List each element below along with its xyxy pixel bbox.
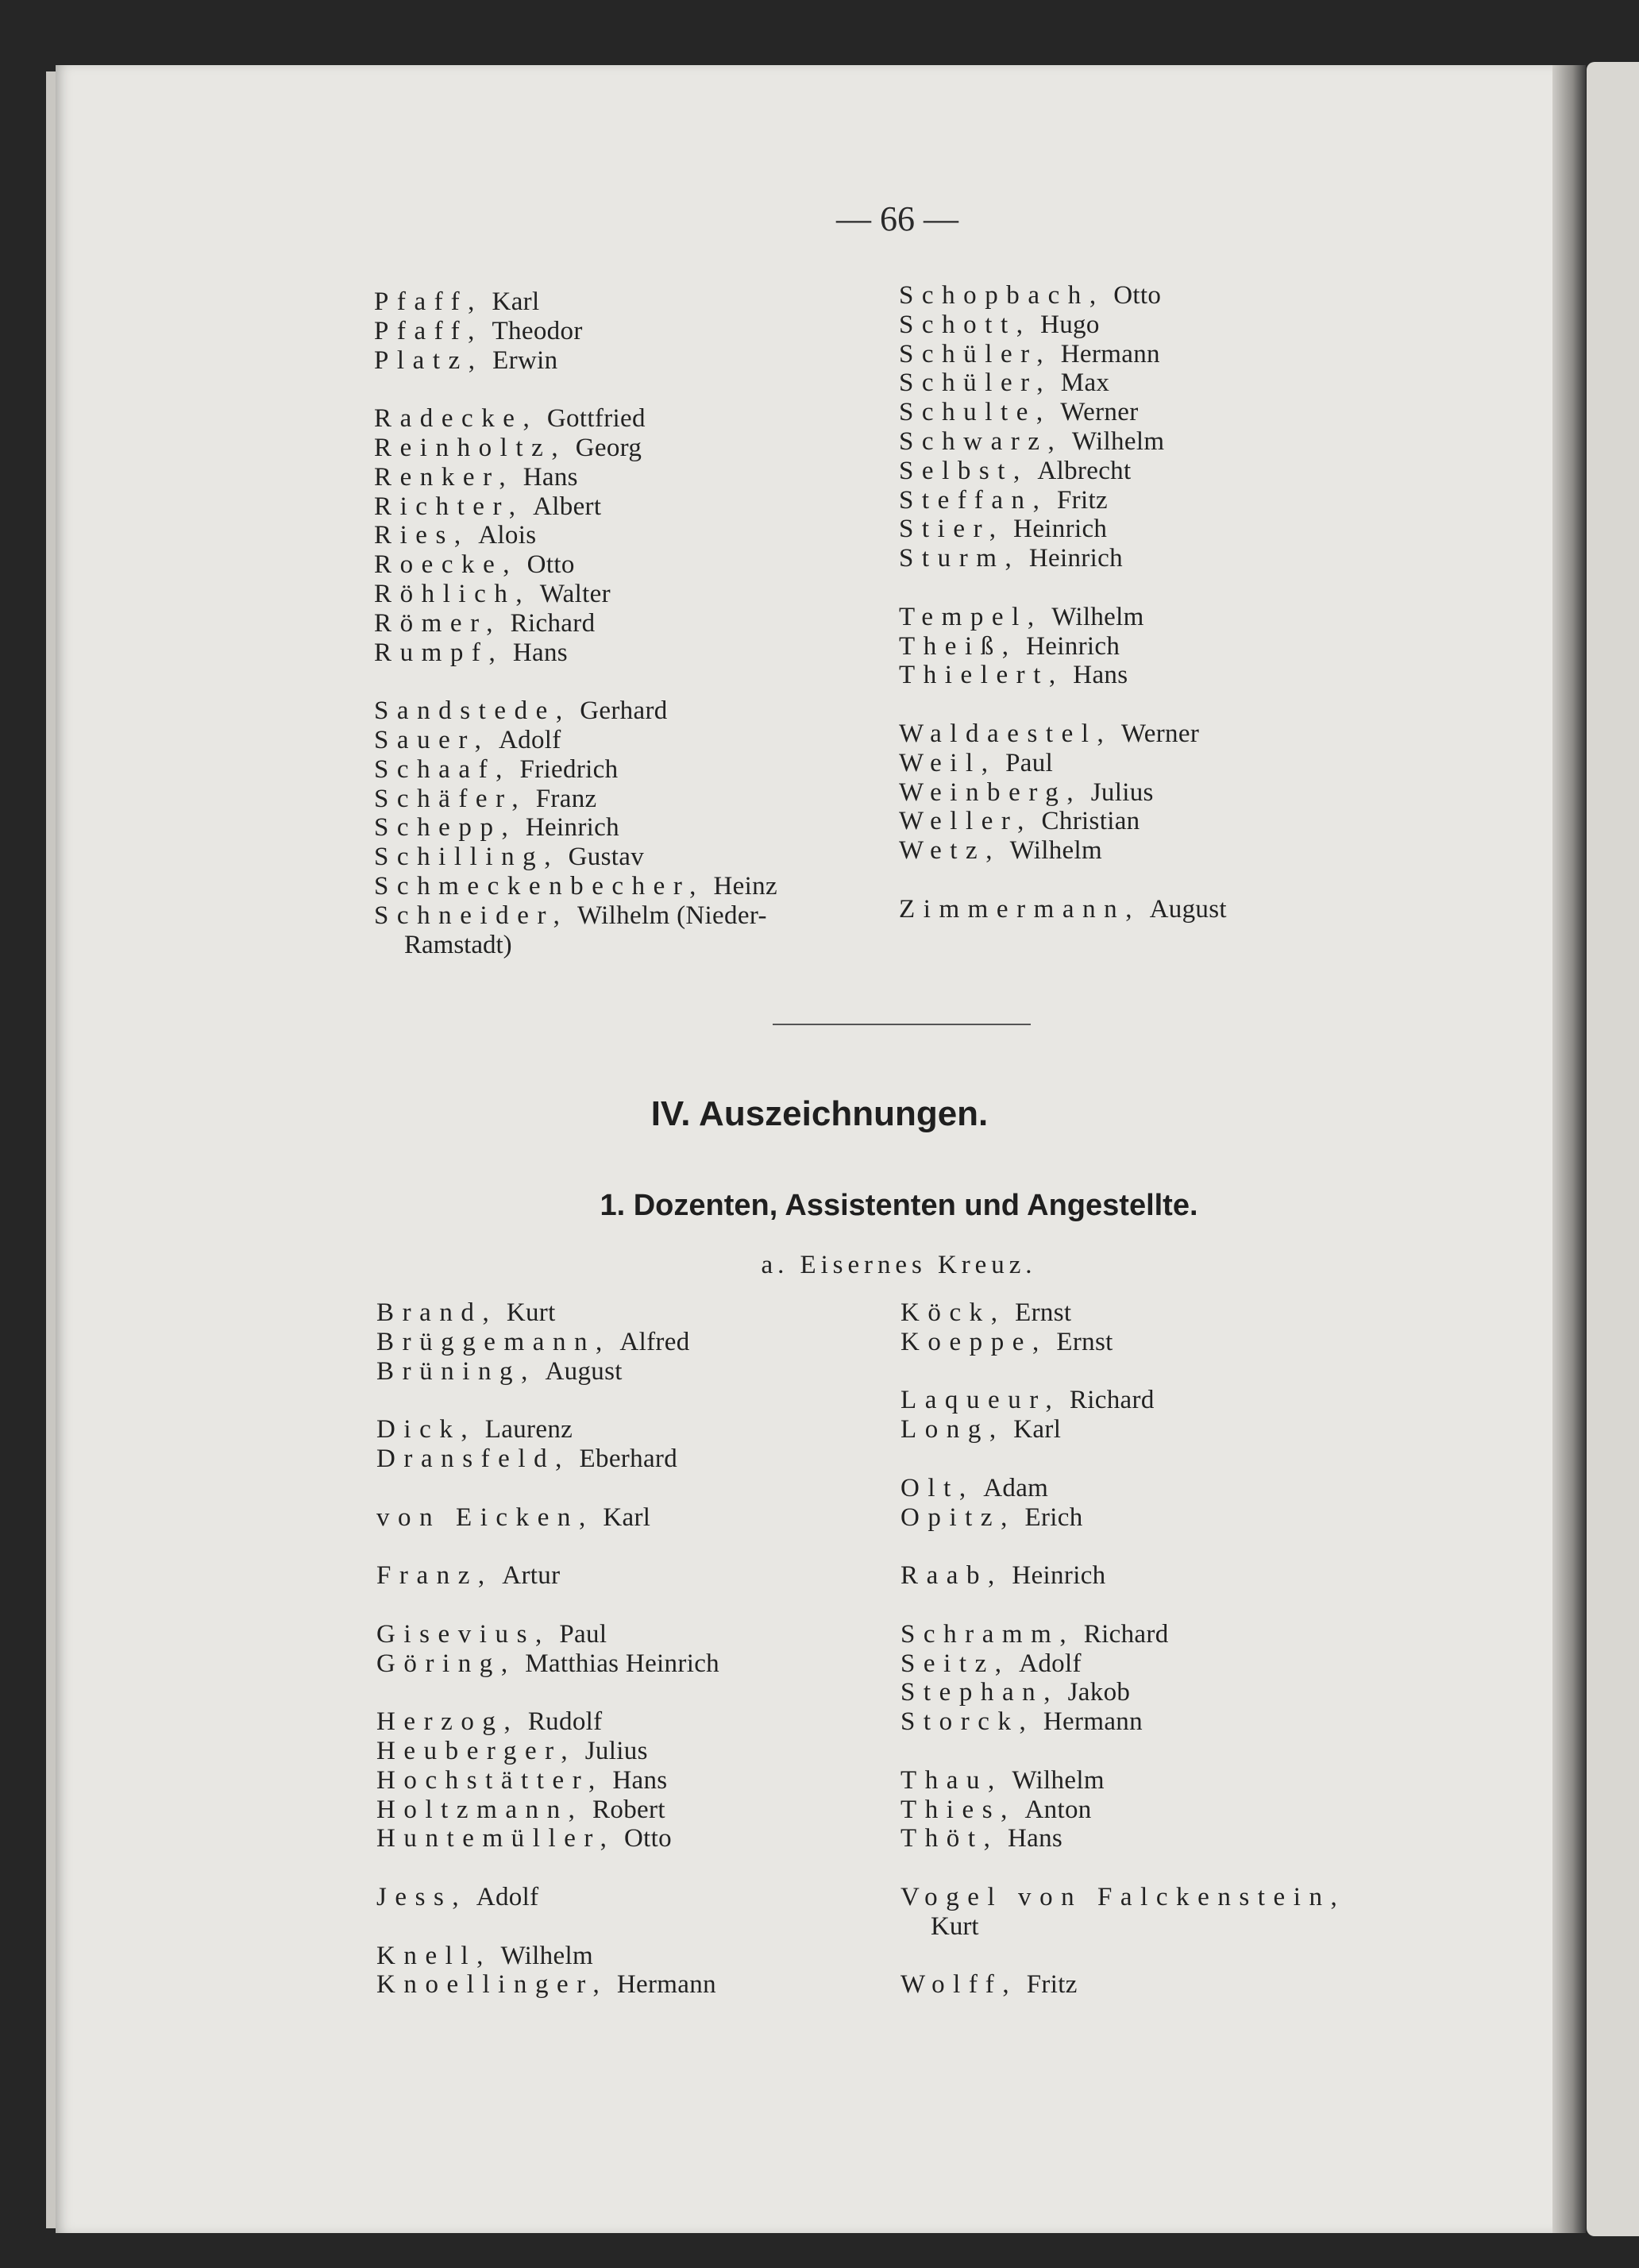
surname: Wolff, — [900, 1970, 1018, 2000]
name-entry — [899, 632, 1227, 662]
surname: Römer, — [374, 608, 502, 638]
name-entry — [376, 1824, 719, 1853]
name-entry — [900, 1970, 1345, 2000]
given-name: Heinrich — [1026, 631, 1120, 661]
given-name: Hans — [612, 1765, 668, 1795]
facing-page-edge — [1587, 62, 1639, 2236]
surname: Theiß, — [899, 631, 1017, 661]
surname: Göring, — [376, 1649, 516, 1678]
given-name: Rudolf — [527, 1707, 603, 1737]
list-gap — [900, 1853, 1345, 1883]
surname: Brüggemann, — [376, 1327, 611, 1356]
list-gap — [376, 1853, 719, 1883]
surname: Platz, — [374, 345, 484, 375]
list-gap — [374, 667, 777, 696]
name-entry — [376, 1620, 719, 1649]
name-entry — [374, 843, 777, 872]
name-entry — [899, 368, 1227, 398]
surname: Franz, — [376, 1561, 493, 1591]
surname: Herzog, — [376, 1707, 519, 1737]
name-entry — [376, 1796, 719, 1825]
surname: Schramm, — [900, 1619, 1075, 1649]
list-gap — [900, 1942, 1345, 1971]
given-name: Hugo — [1040, 310, 1100, 339]
given-name: Heinz — [713, 871, 777, 901]
given-name: Matthias Heinrich — [525, 1649, 720, 1678]
given-name: Laurenz — [484, 1415, 573, 1444]
given-name: Fritz — [1056, 485, 1108, 515]
given-name: Werner — [1120, 719, 1200, 748]
name-entry — [899, 544, 1227, 573]
name-entry — [899, 486, 1227, 515]
given-name: Julius — [1090, 777, 1154, 807]
given-name: Alfred — [619, 1327, 690, 1356]
name-entry — [899, 427, 1227, 457]
surname: Gisevius, — [376, 1619, 550, 1649]
surname: Schulte, — [899, 398, 1051, 427]
given-name: Otto — [623, 1824, 672, 1853]
name-entry — [374, 287, 777, 317]
name-entry — [900, 1824, 1345, 1853]
given-name: Artur — [502, 1561, 561, 1591]
name-entry — [899, 340, 1227, 369]
name-entry — [374, 463, 777, 492]
name-entry — [374, 785, 777, 814]
name-entry — [900, 1474, 1345, 1503]
surname: Schüler, — [899, 368, 1052, 398]
name-entry — [900, 1766, 1345, 1796]
given-name: Georg — [575, 433, 642, 462]
given-name: Richard — [1083, 1619, 1169, 1649]
given-name: Karl — [603, 1502, 651, 1532]
name-entry — [899, 661, 1227, 690]
given-name: Adolf — [476, 1882, 539, 1911]
given-name: Jakob — [1067, 1678, 1131, 1707]
list-gap — [900, 1357, 1345, 1387]
surname: Sandstede, — [374, 696, 571, 726]
given-name: Hans — [512, 638, 568, 667]
given-name: Hans — [523, 462, 578, 492]
surname: Schott, — [899, 310, 1032, 339]
surname: Opitz, — [900, 1502, 1016, 1532]
surname: Reinholtz, — [374, 433, 567, 462]
given-name: Heinrich — [1012, 1561, 1106, 1591]
surname: Brand, — [376, 1298, 498, 1327]
name-entry — [900, 1678, 1345, 1707]
list-gap — [376, 1678, 719, 1707]
name-entry — [900, 1707, 1345, 1737]
name-entry — [374, 609, 777, 638]
given-name: Max — [1060, 368, 1110, 398]
surname: Seitz, — [900, 1649, 1010, 1678]
name-entry — [899, 836, 1227, 866]
surname: Hochstätter, — [376, 1765, 604, 1795]
surname: Renker, — [374, 462, 515, 492]
name-continuation: Kurt — [931, 1911, 979, 1941]
given-name: Adolf — [498, 725, 561, 754]
name-entry — [374, 317, 777, 346]
surname: von Eicken, — [376, 1502, 594, 1532]
given-name: Wilhelm — [1009, 836, 1103, 866]
given-name: Hans — [1007, 1824, 1063, 1853]
given-name: Friedrich — [519, 754, 619, 784]
name-entry — [899, 457, 1227, 486]
given-name: Hermann — [1043, 1707, 1143, 1737]
name-entry — [900, 1883, 1345, 1912]
list-gap — [899, 573, 1227, 603]
surname: Schopbach, — [899, 281, 1105, 310]
list-gap — [376, 1532, 719, 1561]
award-column-left — [376, 1298, 719, 2000]
surname: Röhlich, — [374, 579, 531, 608]
given-name: Heinrich — [1013, 515, 1108, 544]
name-entry — [374, 580, 777, 609]
name-entry — [376, 1298, 719, 1328]
given-name: August — [545, 1356, 623, 1386]
given-name: Ernst — [1056, 1327, 1113, 1356]
name-entry — [899, 603, 1227, 632]
surname: Waldaestel, — [899, 719, 1113, 748]
surname: Wetz, — [899, 836, 1001, 866]
given-name: Wilhelm — [1012, 1765, 1105, 1795]
given-name: Julius — [584, 1736, 648, 1765]
list-gap — [899, 690, 1227, 719]
surname: Thöt, — [900, 1824, 999, 1853]
list-gap — [374, 375, 777, 404]
name-entry — [900, 1649, 1345, 1679]
given-name: Paul — [559, 1619, 607, 1649]
name-entry — [900, 1298, 1345, 1328]
given-name: Wilhelm — [1051, 602, 1144, 631]
surname: Weinberg, — [899, 777, 1082, 807]
section-divider — [773, 1024, 1031, 1025]
given-name: Kurt — [506, 1298, 556, 1327]
list-gap — [900, 1532, 1345, 1561]
surname: Brüning, — [376, 1356, 536, 1386]
given-name: Heinrich — [1028, 544, 1123, 573]
surname: Schneider, — [374, 901, 569, 930]
name-entry — [374, 755, 777, 785]
surname: Richter, — [374, 492, 524, 521]
name-entry — [376, 1649, 719, 1679]
name-entry — [900, 1328, 1345, 1357]
surname: Laqueur, — [900, 1386, 1061, 1415]
surname: Pfaff, — [374, 287, 483, 316]
surname: Thies, — [900, 1795, 1016, 1824]
surname: Vogel von Falckenstein, — [900, 1882, 1346, 1911]
list-gap — [376, 1591, 719, 1620]
name-entry — [374, 638, 777, 668]
surname: Huntemüller, — [376, 1824, 615, 1853]
surname: Stephan, — [900, 1678, 1059, 1707]
given-name: Gottfried — [546, 404, 646, 434]
name-entry — [374, 521, 777, 550]
given-name: Eberhard — [579, 1444, 678, 1473]
list-gap — [376, 1912, 719, 1942]
surname: Weller, — [899, 807, 1032, 836]
surname: Jess, — [376, 1882, 468, 1911]
book-spine — [1552, 65, 1586, 2233]
surname: Radecke, — [374, 404, 538, 434]
name-entry — [900, 1503, 1345, 1533]
name-entry — [374, 492, 777, 522]
surname: Holtzmann, — [376, 1795, 584, 1824]
surname: Thielert, — [899, 661, 1064, 690]
surname: Schmeckenbecher, — [374, 871, 704, 901]
name-entry — [374, 726, 777, 755]
given-name: Paul — [1005, 748, 1054, 777]
name-entry — [376, 1328, 719, 1357]
given-name: Christian — [1041, 807, 1140, 836]
name-entry — [376, 1766, 719, 1796]
given-name: Otto — [526, 550, 575, 580]
name-entry — [376, 1883, 719, 1912]
subsection-heading: 1. Dozenten, Assistenten und Angestellte. — [600, 1189, 1198, 1222]
name-entry — [899, 749, 1227, 778]
name-entry — [374, 550, 777, 580]
name-entry — [374, 872, 777, 901]
surname: Roecke, — [374, 550, 519, 580]
page-number: — 66 — — [836, 199, 958, 238]
surname: Koeppe, — [900, 1327, 1047, 1356]
name-entry — [899, 515, 1227, 544]
name-entry — [376, 1503, 719, 1533]
given-name: Robert — [592, 1795, 665, 1824]
given-name: Hermann — [616, 1970, 716, 2000]
surname: Long, — [900, 1415, 1005, 1444]
name-entry — [899, 807, 1227, 836]
award-heading: a. Eisernes Kreuz. — [761, 1251, 1037, 1279]
name-entry — [900, 1415, 1345, 1444]
given-name: Heinrich — [525, 813, 619, 843]
name-entry — [374, 404, 777, 434]
surname: Storck, — [900, 1707, 1035, 1737]
surname: Dick, — [376, 1415, 476, 1444]
name-entry — [899, 281, 1227, 310]
surname: Weil, — [899, 748, 997, 777]
given-name: Ernst — [1015, 1298, 1072, 1327]
surname: Rumpf, — [374, 638, 504, 667]
award-column-right — [900, 1298, 1345, 2000]
surname: Knell, — [376, 1941, 492, 1970]
name-entry — [374, 696, 777, 726]
name-entry — [374, 901, 777, 931]
name-entry — [376, 1415, 719, 1444]
given-name: Walter — [539, 579, 611, 608]
given-name: Wilhelm — [500, 1941, 593, 1970]
given-name: Karl — [1013, 1415, 1062, 1444]
surname: Stier, — [899, 515, 1005, 544]
given-name: Fritz — [1026, 1970, 1078, 2000]
given-name: Wilhelm — [1071, 426, 1165, 456]
name-entry — [900, 1386, 1345, 1415]
list-gap — [376, 1474, 719, 1503]
name-entry — [374, 346, 777, 376]
name-entry — [376, 1357, 719, 1387]
name-entry — [376, 1970, 719, 2000]
name-entry — [376, 1707, 719, 1737]
name-entry — [374, 813, 777, 843]
surname: Dransfeld, — [376, 1444, 570, 1473]
name-entry — [376, 1444, 719, 1474]
members-column-right — [899, 281, 1227, 924]
surname: Schaaf, — [374, 754, 511, 784]
given-name: Alois — [478, 521, 537, 550]
name-entry — [376, 1942, 719, 1971]
given-name: August — [1149, 894, 1227, 924]
name-entry — [900, 1561, 1345, 1591]
given-name: Erich — [1024, 1502, 1083, 1532]
surname: Sturm, — [899, 544, 1020, 573]
name-entry — [899, 895, 1227, 924]
given-name: Richard — [1069, 1386, 1155, 1415]
surname: Knoellinger, — [376, 1970, 608, 2000]
given-name: Gustav — [568, 843, 645, 872]
list-gap — [900, 1444, 1345, 1474]
surname: Schüler, — [899, 339, 1052, 368]
surname: Tempel, — [899, 602, 1043, 631]
given-name: Hermann — [1060, 339, 1160, 368]
name-entry — [376, 1737, 719, 1766]
given-name: Otto — [1113, 281, 1162, 310]
name-continuation: Ramstadt) — [404, 930, 512, 959]
given-name: Gerhard — [580, 696, 668, 726]
surname: Schäfer, — [374, 784, 527, 813]
surname: Heuberger, — [376, 1736, 577, 1765]
surname: Selbst, — [899, 456, 1028, 485]
name-entry — [374, 434, 777, 463]
surname: Steffan, — [899, 485, 1048, 515]
surname: Zimmermann, — [899, 894, 1141, 924]
given-name: Erwin — [492, 345, 558, 375]
list-gap — [900, 1591, 1345, 1620]
surname: Thau, — [900, 1765, 1003, 1795]
surname: Pfaff, — [374, 316, 483, 345]
given-name: Albert — [533, 492, 602, 521]
name-entry — [899, 778, 1227, 808]
list-gap — [900, 1737, 1345, 1766]
name-entry — [899, 310, 1227, 340]
given-name: Albrecht — [1037, 456, 1132, 485]
members-column-left — [374, 287, 777, 959]
given-name: Richard — [510, 608, 596, 638]
surname: Schilling, — [374, 843, 560, 872]
name-entry — [900, 1620, 1345, 1649]
surname: Olt, — [900, 1473, 974, 1502]
given-name: Adolf — [1019, 1649, 1082, 1678]
name-entry — [900, 1796, 1345, 1825]
given-name: Hans — [1073, 661, 1128, 690]
given-name: Theodor — [492, 316, 583, 345]
given-name: Werner — [1060, 398, 1139, 427]
given-name: Franz — [535, 784, 597, 813]
given-name: Wilhelm (Nieder- — [577, 901, 767, 930]
section-heading: IV. Auszeichnungen. — [650, 1094, 989, 1133]
surname: Ries, — [374, 521, 469, 550]
given-name: Adam — [983, 1473, 1049, 1502]
surname: Köck, — [900, 1298, 1006, 1327]
name-entry — [899, 719, 1227, 749]
list-gap — [899, 866, 1227, 895]
surname: Raab, — [900, 1561, 1003, 1591]
given-name: Anton — [1024, 1795, 1092, 1824]
name-entry — [376, 1561, 719, 1591]
surname: Schwarz, — [899, 426, 1063, 456]
surname: Schepp, — [374, 813, 517, 843]
surname: Sauer, — [374, 725, 490, 754]
name-entry — [899, 398, 1227, 427]
list-gap — [376, 1386, 719, 1415]
given-name: Karl — [492, 287, 540, 316]
